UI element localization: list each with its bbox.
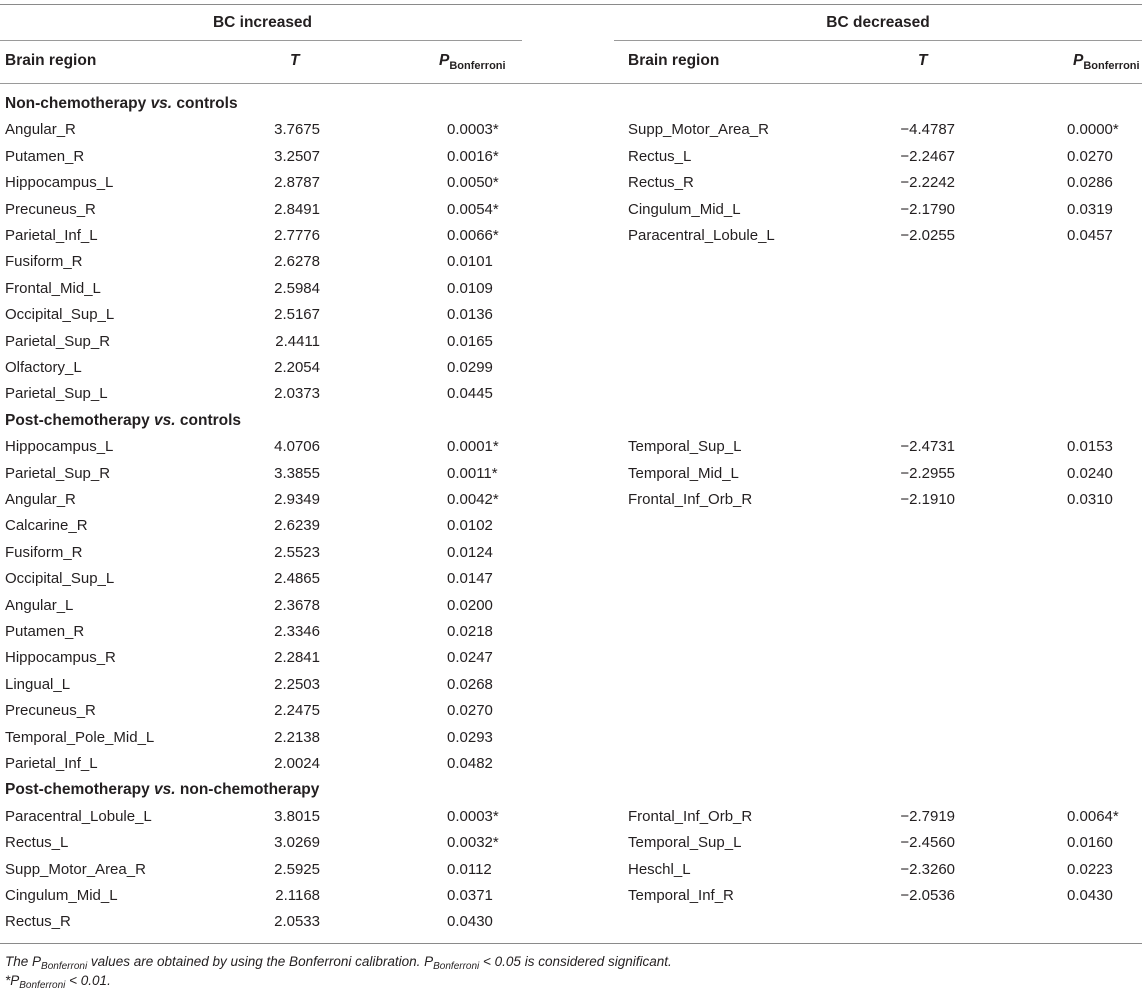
- table-row: [0, 645, 1146, 671]
- t-value-cell: 2.2503: [274, 675, 320, 693]
- t-value-cell: 4.0706: [274, 438, 320, 456]
- t-value-cell: 2.1168: [275, 887, 320, 904]
- t-value-cell: 2.8787: [274, 174, 320, 192]
- t-value-cell: −2.2467: [900, 147, 955, 165]
- region-cell: Rectus_L: [5, 834, 69, 852]
- p-value-cell: 0.0153: [1067, 438, 1113, 456]
- table-row: [0, 144, 1146, 170]
- p-value-cell: 0.0147: [447, 570, 493, 588]
- p-value-cell: 0.0371: [447, 887, 493, 904]
- t-value-cell: 2.6239: [274, 517, 320, 535]
- region-cell: Putamen_R: [5, 623, 85, 640]
- t-value-cell: 2.4411: [275, 332, 320, 350]
- p-value-cell: 0.0109: [447, 279, 493, 297]
- table-row: [0, 593, 1146, 619]
- footnote-1-b: values are obtained by using the Bonferroni calibration. P: [87, 954, 434, 969]
- p-value-cell: 0.0293: [447, 728, 493, 746]
- table-row: [0, 461, 1146, 487]
- p-value-cell: 0.0160: [1067, 834, 1113, 852]
- p-value-cell: 0.0003*: [447, 807, 499, 825]
- p-value-cell: 0.0016*: [447, 147, 499, 165]
- col-header-region-inc: Brain region: [5, 52, 97, 69]
- p-value-cell: 0.0200: [447, 596, 493, 614]
- p-value-cell: 0.0066*: [447, 227, 499, 244]
- t-value-cell: 2.2475: [274, 702, 320, 720]
- region-cell: Temporal_Sup_L: [628, 834, 742, 852]
- t-value-cell: 2.6278: [274, 253, 320, 271]
- p-value-cell: 0.0445: [447, 385, 493, 403]
- col-header-p-inc: [439, 51, 506, 76]
- region-cell: Olfactory_L: [5, 359, 82, 376]
- t-value-cell: −2.0536: [900, 887, 955, 904]
- table-row: [0, 117, 1146, 143]
- table-row: [0, 513, 1146, 539]
- section-title: [5, 408, 241, 434]
- t-value-cell: −2.4560: [900, 834, 955, 852]
- p-value-cell: 0.0270: [447, 702, 493, 720]
- col-t-label: T: [918, 52, 928, 69]
- t-value-cell: −2.1910: [900, 491, 955, 508]
- region-cell: Precuneus_R: [5, 702, 96, 720]
- region-cell: Hippocampus_R: [5, 649, 116, 667]
- p-value-cell: 0.0223: [1067, 860, 1113, 878]
- footnote-2: [5, 973, 111, 991]
- p-value-cell: 0.0247: [447, 649, 493, 667]
- p-value-cell: 0.0268: [447, 675, 493, 693]
- t-value-cell: 3.2507: [274, 147, 320, 165]
- table-row: [0, 329, 1146, 355]
- p-value-cell: 0.0319: [1067, 200, 1113, 218]
- header-bottom-rule: [0, 83, 1142, 84]
- p-value-cell: 0.0032*: [447, 834, 499, 852]
- region-cell: Temporal_Inf_R: [628, 887, 734, 904]
- section-title-a: Non-chemotherapy: [5, 95, 151, 112]
- region-cell: Putamen_R: [5, 147, 85, 165]
- region-cell: Temporal_Pole_Mid_L: [5, 728, 155, 746]
- region-cell: Supp_Motor_Area_R: [5, 860, 146, 878]
- section-title-a: Post-chemotherapy: [5, 411, 155, 429]
- t-value-cell: −2.2242: [900, 174, 955, 192]
- region-cell: Angular_R: [5, 121, 76, 139]
- section-title: [5, 777, 319, 803]
- t-value-cell: 2.5523: [274, 543, 320, 561]
- table-row: [0, 434, 1146, 460]
- p-value-cell: 0.0270: [1067, 147, 1113, 165]
- section-title-a: Post-chemotherapy: [5, 781, 155, 799]
- table-row: [0, 487, 1146, 513]
- table-row: [0, 566, 1146, 592]
- region-cell: Occipital_Sup_L: [5, 570, 115, 588]
- table-top-rule: [0, 4, 1142, 5]
- t-value-cell: −2.3260: [900, 860, 955, 878]
- section-title-b: non-chemotherapy: [175, 781, 320, 799]
- footnote-2-a: *P: [5, 973, 20, 988]
- t-value-cell: 2.5167: [274, 306, 320, 324]
- col-header-t-dec: [918, 51, 927, 71]
- region-cell: Rectus_R: [628, 174, 694, 192]
- table-row: [0, 302, 1146, 328]
- p-value-cell: 0.0430: [447, 913, 493, 931]
- bc-decreased-header: BC decreased: [826, 14, 930, 31]
- col-p-sub: Bonferroni: [449, 60, 506, 72]
- col-header-region-dec: Brain region: [628, 52, 720, 69]
- col-header-p-dec: [1073, 51, 1140, 76]
- t-value-cell: 2.8491: [274, 200, 320, 218]
- table-row: [0, 698, 1146, 724]
- table-row: [0, 223, 1146, 249]
- region-cell: Parietal_Sup_R: [5, 332, 111, 350]
- section-title: [5, 91, 238, 117]
- region-cell: Lingual_L: [5, 675, 71, 693]
- table-row: [0, 672, 1146, 698]
- p-value-cell: 0.0054*: [447, 200, 499, 218]
- region-cell: Parietal_Sup_L: [5, 385, 108, 403]
- footnote-2-b: < 0.01.: [65, 973, 111, 988]
- table-row: [0, 170, 1146, 196]
- region-cell: Parietal_Sup_R: [5, 464, 111, 482]
- footnote-1-a: The P: [5, 954, 42, 969]
- table-row: [0, 540, 1146, 566]
- section-title-b: controls: [172, 95, 238, 112]
- t-value-cell: 2.7776: [274, 227, 320, 244]
- section-title-vs: vs.: [150, 95, 173, 112]
- p-value-cell: 0.0482: [447, 755, 493, 772]
- p-value-cell: 0.0112: [447, 860, 492, 878]
- region-cell: Hippocampus_L: [5, 438, 114, 456]
- table-bottom-rule: [0, 943, 1142, 944]
- region-cell: Precuneus_R: [5, 200, 96, 218]
- region-cell: Temporal_Mid_L: [628, 464, 739, 482]
- footnote-1: [5, 954, 672, 972]
- p-value-cell: 0.0430: [1067, 887, 1113, 904]
- table-row: [0, 804, 1146, 830]
- p-value-cell: 0.0310: [1067, 491, 1113, 508]
- region-cell: Angular_L: [5, 596, 74, 614]
- p-value-cell: 0.0003*: [447, 121, 499, 139]
- p-value-cell: 0.0000*: [1067, 121, 1119, 139]
- t-value-cell: 3.3855: [274, 464, 320, 482]
- t-value-cell: −2.7919: [900, 807, 955, 825]
- region-cell: Heschl_L: [628, 860, 691, 878]
- table-row: [0, 619, 1146, 645]
- region-cell: Parietal_Inf_L: [5, 755, 98, 772]
- t-value-cell: −4.4787: [900, 121, 955, 139]
- region-cell: Frontal_Inf_Orb_R: [628, 491, 753, 508]
- t-value-cell: 2.5925: [274, 860, 320, 878]
- t-value-cell: −2.0255: [900, 227, 955, 244]
- t-value-cell: −2.2955: [900, 464, 955, 482]
- bc-decreased-rule: [614, 40, 1142, 41]
- table-row: [0, 830, 1146, 856]
- footnote-1-sub2: Bonferroni: [433, 961, 480, 972]
- region-cell: Cingulum_Mid_L: [5, 887, 118, 904]
- table-row: [0, 909, 1146, 935]
- table-row: [0, 276, 1146, 302]
- region-cell: Fusiform_R: [5, 253, 83, 271]
- table-row: [0, 883, 1146, 909]
- region-cell: Rectus_L: [628, 147, 692, 165]
- p-value-cell: 0.0165: [447, 332, 493, 350]
- col-header-t-inc: [290, 51, 299, 71]
- region-cell: Supp_Motor_Area_R: [628, 121, 769, 139]
- footnote-1-sub: Bonferroni: [41, 961, 88, 972]
- p-value-cell: 0.0001*: [447, 438, 499, 456]
- section-title-vs: vs.: [154, 781, 176, 799]
- p-value-cell: 0.0050*: [447, 174, 499, 192]
- section-title-vs: vs.: [154, 411, 176, 429]
- table-row: [0, 197, 1146, 223]
- footnote-2-sub: Bonferroni: [19, 980, 66, 991]
- t-value-cell: 2.4865: [274, 570, 320, 588]
- region-cell: Frontal_Mid_L: [5, 279, 101, 297]
- table-row: [0, 355, 1146, 381]
- p-value-cell: 0.0136: [447, 306, 493, 324]
- t-value-cell: 2.3346: [274, 623, 320, 640]
- p-value-cell: 0.0218: [447, 623, 493, 640]
- region-cell: Occipital_Sup_L: [5, 306, 115, 324]
- col-t-label: T: [290, 52, 300, 69]
- t-value-cell: 2.2841: [274, 649, 320, 667]
- region-cell: Hippocampus_L: [5, 174, 114, 192]
- col-p-sub: Bonferroni: [1083, 60, 1140, 72]
- region-cell: Fusiform_R: [5, 543, 83, 561]
- p-value-cell: 0.0101: [447, 253, 493, 271]
- t-value-cell: 3.8015: [274, 807, 320, 825]
- region-cell: Calcarine_R: [5, 517, 88, 535]
- p-value-cell: 0.0011*: [447, 464, 498, 482]
- p-value-cell: 0.0457: [1067, 227, 1113, 244]
- col-p-label: P: [439, 52, 450, 69]
- bc-increased-header: BC increased: [212, 14, 313, 31]
- table-row: [0, 381, 1146, 407]
- col-p-label: P: [1073, 52, 1084, 69]
- p-value-cell: 0.0064*: [1067, 807, 1119, 825]
- t-value-cell: 2.3678: [274, 596, 320, 614]
- region-cell: Paracentral_Lobule_L: [628, 227, 775, 244]
- table-row: [0, 751, 1146, 777]
- footnote-1-c: < 0.05 is considered significant.: [479, 954, 672, 969]
- t-value-cell: 3.7675: [274, 121, 320, 139]
- region-cell: Angular_R: [5, 491, 76, 508]
- table-row: [0, 725, 1146, 751]
- t-value-cell: 2.0533: [274, 913, 320, 931]
- t-value-cell: 2.0373: [274, 385, 320, 403]
- t-value-cell: 2.2054: [274, 359, 320, 376]
- t-value-cell: −2.1790: [900, 200, 955, 218]
- t-value-cell: −2.4731: [900, 438, 955, 456]
- region-cell: Rectus_R: [5, 913, 71, 931]
- t-value-cell: 2.0024: [274, 755, 320, 772]
- p-value-cell: 0.0042*: [447, 491, 499, 508]
- p-value-cell: 0.0240: [1067, 464, 1113, 482]
- table-row: [0, 857, 1146, 883]
- t-value-cell: 2.5984: [274, 279, 320, 297]
- table-row: [0, 249, 1146, 275]
- p-value-cell: 0.0286: [1067, 174, 1113, 192]
- bc-increased-rule: [0, 40, 522, 41]
- p-value-cell: 0.0299: [447, 359, 493, 376]
- region-cell: Frontal_Inf_Orb_R: [628, 807, 753, 825]
- region-cell: Paracentral_Lobule_L: [5, 807, 152, 825]
- p-value-cell: 0.0102: [447, 517, 493, 535]
- t-value-cell: 2.2138: [274, 728, 320, 746]
- region-cell: Temporal_Sup_L: [628, 438, 742, 456]
- p-value-cell: 0.0124: [447, 543, 493, 561]
- t-value-cell: 3.0269: [274, 834, 320, 852]
- section-title-b: controls: [175, 411, 242, 429]
- t-value-cell: 2.9349: [274, 491, 320, 508]
- region-cell: Parietal_Inf_L: [5, 227, 98, 244]
- region-cell: Cingulum_Mid_L: [628, 200, 741, 218]
